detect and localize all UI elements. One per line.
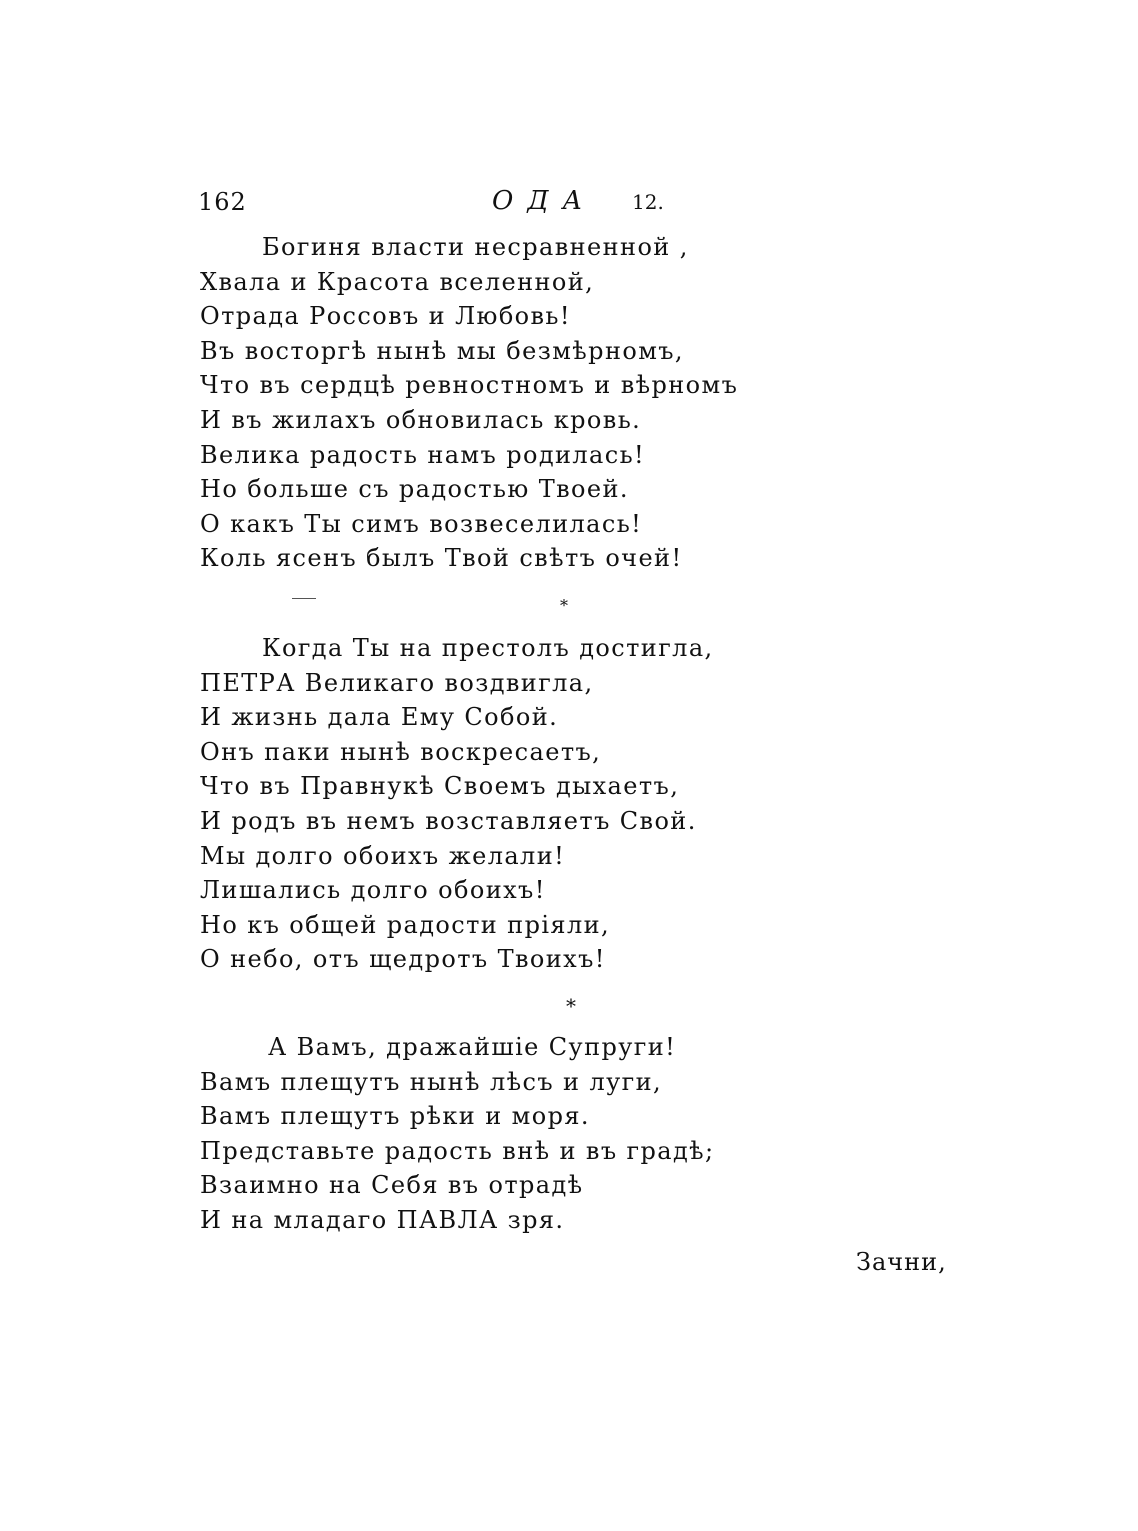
verse-line: Мы долго обоихъ желали! — [200, 841, 566, 870]
verse-line: Что въ сердцѣ ревностномъ и вѣрномъ — [200, 371, 739, 400]
verse-line: Когда Ты на престолъ достигла, — [262, 634, 714, 662]
verse-line: Вамъ плещутъ нынѣ лѣсъ и луги, — [200, 1067, 663, 1096]
verse-line: Лишались долго обоихъ! — [200, 876, 546, 905]
verse-line: Представьте радость внѣ и въ градѣ; — [200, 1136, 715, 1165]
verse-line: О небо, отъ щедротъ Твоихъ! — [200, 945, 606, 974]
verse-line: И родъ въ немъ возставляетъ Свой. — [200, 806, 697, 835]
printer-mark — [292, 598, 316, 599]
verse-line: Что въ Правнукѣ Своемъ дыхаетъ, — [200, 772, 680, 801]
verse-line: Отрада Россовъ и Любовь! — [200, 302, 571, 331]
verse-line: Но къ общей радости прiяли, — [200, 910, 611, 939]
verse-line: О какъ Ты симъ возвеселилась! — [200, 509, 643, 538]
verse-line: Но больше съ радостью Твоей. — [200, 475, 629, 504]
verse-line: Взаимно на Себя въ отрадѣ — [200, 1171, 584, 1200]
verse-line: Вамъ плещутъ рѣки и моря. — [200, 1102, 590, 1131]
verse-line: Онъ паки нынѣ воскресаетъ, — [200, 737, 602, 766]
page-number: 162 — [198, 188, 247, 216]
stanza-3 — [200, 1030, 715, 1238]
verse-line: И въ жилахъ обновилась кровь. — [200, 405, 642, 434]
verse-line: Богиня власти несравненной , — [262, 233, 689, 261]
catchword: Зачни, — [856, 1248, 947, 1276]
verse-line: Хвала и Красота вселенной, — [200, 267, 595, 296]
stanza-separator: * — [560, 596, 568, 615]
verse-line: Коль ясенъ былъ Твой свѣтъ очей! — [200, 544, 683, 573]
stanza-2 — [200, 631, 714, 977]
verse-line: И на младаго ПАВЛА зря. — [200, 1205, 565, 1234]
verse-line: ПЕТРА Великаго воздвигла, — [200, 668, 594, 697]
stanza-separator: * — [566, 994, 576, 1018]
running-title: ОДА — [492, 186, 597, 216]
verse-line: Въ восторгѣ нынѣ мы безмѣрномъ, — [200, 336, 684, 365]
verse-line: И жизнь дала Ему Собой. — [200, 703, 559, 732]
stanza-1 — [200, 230, 738, 576]
verse-line: А Вамъ, дражайшiе Супруги! — [268, 1033, 677, 1061]
verse-line: Велика радость намъ родилась! — [200, 440, 646, 469]
running-number: 12. — [632, 190, 664, 214]
